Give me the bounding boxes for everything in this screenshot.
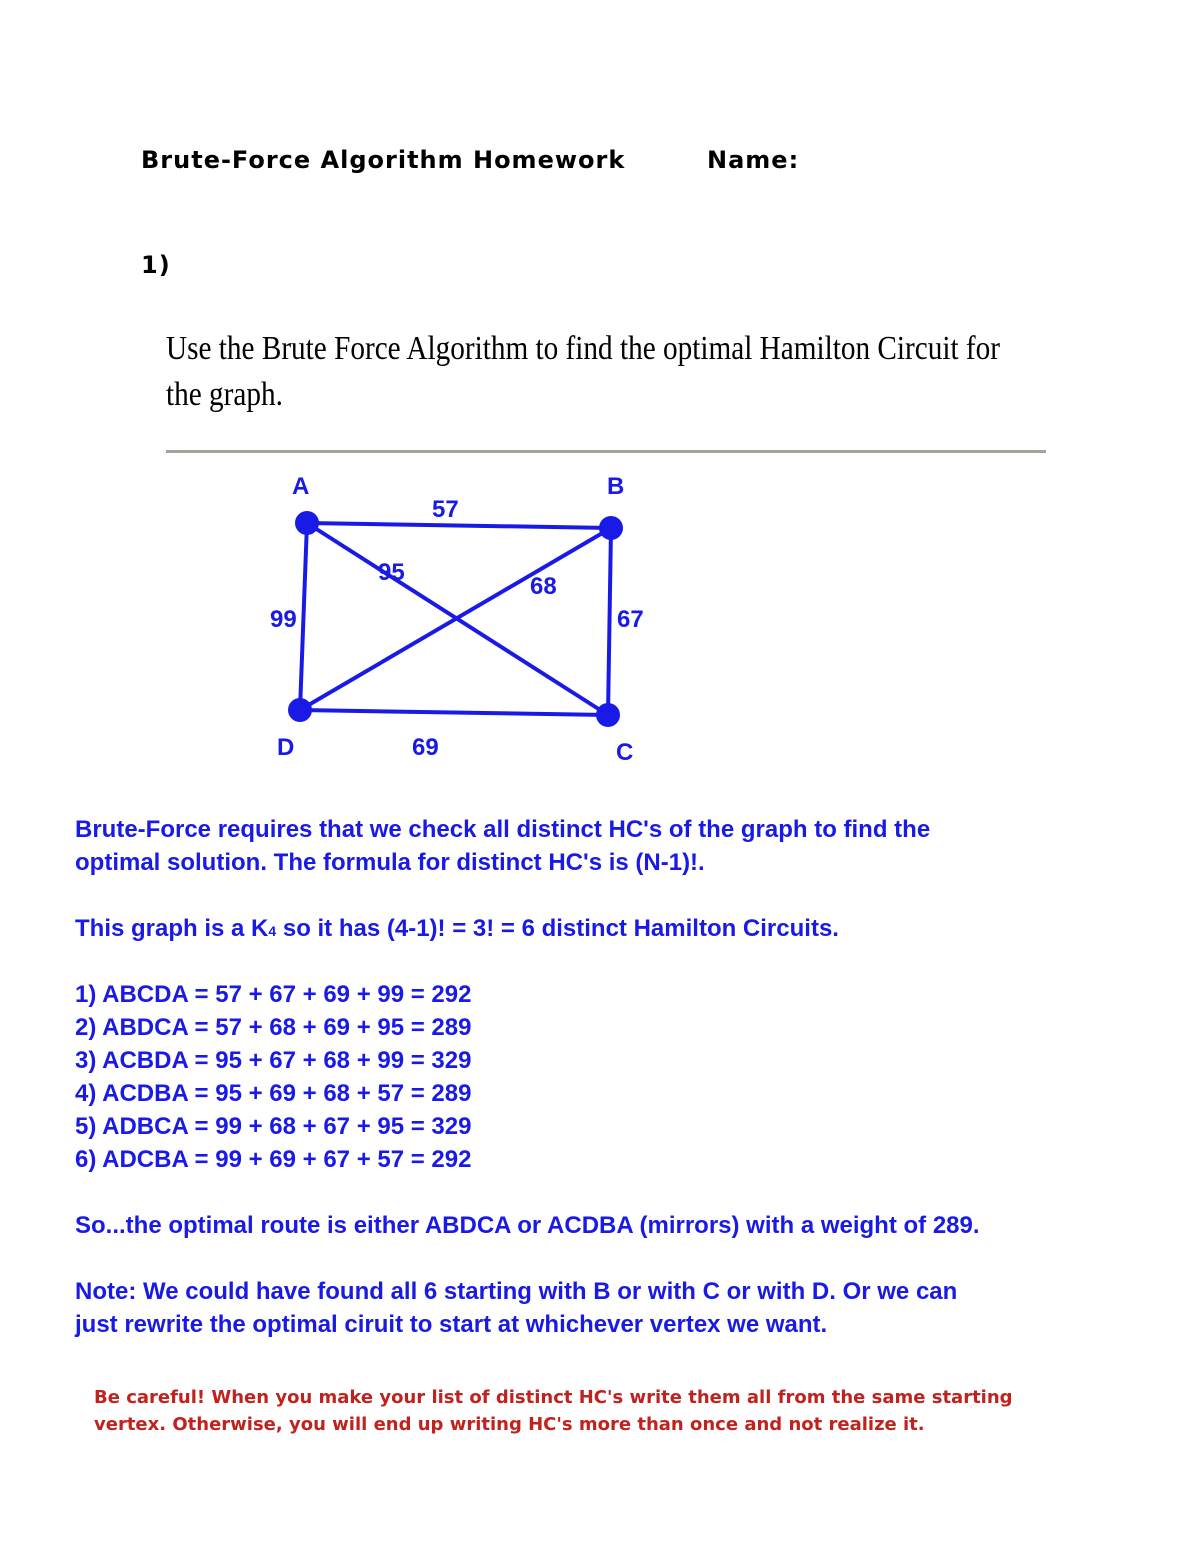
intro-line-2: optimal solution. The formula for distinct HC's is (N-1)!. [75, 849, 705, 876]
edge-weight-cd: 69 [412, 734, 439, 761]
edge-weight-ac: 95 [378, 559, 405, 586]
vertex-a [295, 511, 319, 535]
edge-cd [300, 710, 608, 715]
note-line-1: Note: We could have found all 6 starting with B or with C or with D. Or we can [75, 1278, 958, 1305]
vertex-label-c: C [616, 739, 634, 766]
problem-number: 1) [141, 251, 171, 279]
vertex-label-b: B [607, 473, 625, 500]
intro-line-1: Brute-Force requires that we check all distinct HC's of the graph to find the [75, 816, 931, 843]
vertex-c [596, 703, 620, 727]
warning-line-2: vertex. Otherwise, you will end up writing HC's more than once and not realize it. [94, 1414, 925, 1435]
prompt-line-2: the graph. [166, 376, 283, 413]
vertex-b [599, 516, 623, 540]
list-item: 4) ACDBA = 95 + 69 + 68 + 57 = 289 [75, 1080, 472, 1107]
k4-suffix: so it has (4-1)! = 3! = 6 distinct Hamilton Circuits. [276, 915, 839, 942]
edge-bd [300, 528, 611, 710]
edge-weight-bd: 68 [530, 573, 557, 600]
list-item: 3) ACBDA = 95 + 67 + 68 + 99 = 329 [75, 1047, 472, 1074]
edge-weight-bc: 67 [617, 606, 644, 633]
note-paragraph [75, 1275, 957, 1341]
list-item: 5) ADBCA = 99 + 68 + 67 + 95 = 329 [75, 1113, 472, 1140]
note-line-2: just rewrite the optimal ciruit to start at whichever vertex we want. [75, 1311, 828, 1338]
k4-subscript: 4 [268, 923, 277, 939]
warning-line-1: Be careful! When you make your list of distinct HC's write them all from the same starting [94, 1387, 1013, 1408]
name-label: Name: [707, 146, 800, 174]
worksheet-title: Brute-Force Algorithm Homework [141, 146, 626, 174]
edge-da [300, 523, 307, 710]
k4-statement [75, 912, 839, 948]
edge-ab [307, 523, 611, 528]
list-item: 6) ADCBA = 99 + 69 + 67 + 57 = 292 [75, 1146, 472, 1173]
edge-bc [608, 528, 611, 715]
prompt-line-1: Use the Brute Force Algorithm to find the optimal Hamilton Circuit for [166, 330, 1001, 367]
edge-weight-da: 99 [270, 606, 297, 633]
intro-paragraph [75, 813, 930, 879]
edge-weight-ab: 57 [432, 496, 459, 523]
k4-prefix: This graph is a K [75, 915, 269, 942]
warning-note [94, 1384, 1013, 1438]
vertex-label-a: A [292, 473, 310, 500]
list-item: 2) ABDCA = 57 + 68 + 69 + 95 = 289 [75, 1014, 472, 1041]
list-item: 1) ABCDA = 57 + 67 + 69 + 99 = 292 [75, 981, 472, 1008]
circuit-list [75, 978, 471, 1176]
vertex-d [288, 698, 312, 722]
vertex-label-d: D [277, 734, 295, 761]
conclusion: So...the optimal route is either ABDCA or ACDBA (mirrors) with a weight of 289. [75, 1212, 980, 1239]
